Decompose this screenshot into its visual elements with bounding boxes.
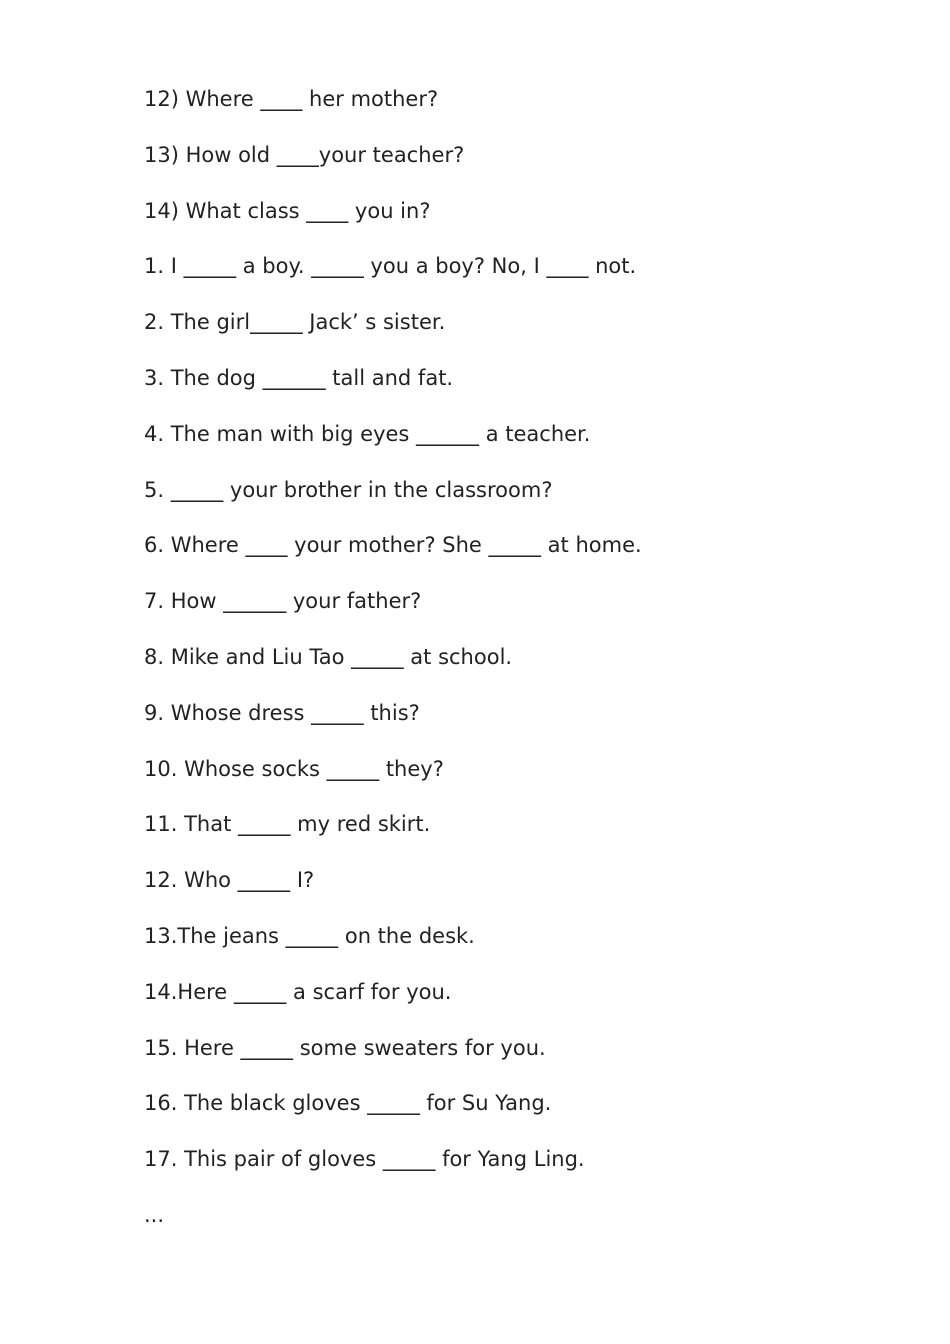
exercise-list [144,82,642,1254]
exercise-line: 1. I _____ a boy. _____ you a boy? No, I ____ not. [144,254,637,279]
exercise-line: 8. Mike and Liu Tao _____ at school. [144,644,513,669]
exercise-line: 7. How ______ your father? [144,589,422,614]
exercise-line: 6. Where ____ your mother? She _____ at home. [144,533,642,558]
exercise-line: 14.Here _____ a scarf for you. [144,979,452,1004]
exercise-line: 14) What class ____ you in? [144,198,431,223]
exercise-line: 5. _____ your brother in the classroom? [144,477,553,502]
exercise-line: 13) How old ____your teacher? [144,142,465,167]
exercise-line: 4. The man with big eyes ______ a teacher. [144,421,591,446]
exercise-line: 12) Where ____ her mother? [144,87,439,111]
exercise-line: 12. Who _____ I? [144,868,315,893]
exercise-line: 15. Here _____ some sweaters for you. [144,1035,546,1060]
exercise-line: 10. Whose socks _____ they? [144,756,444,781]
exercise-line: 9. Whose dress _____ this? [144,700,420,725]
exercise-line: 11. That _____ my red skirt. [144,812,431,837]
exercise-line: 17. This pair of gloves _____ for Yang Ling. [144,1147,585,1172]
exercise-line: 2. The girl_____ Jack’ s sister. [144,310,446,335]
exercise-line: 13.The jeans _____ on the desk. [144,923,475,948]
exercise-line: 3. The dog ______ tall and fat. [144,365,454,390]
exercise-line: 16. The black gloves _____ for Su Yang. [144,1091,552,1116]
ellipsis-line: ... [144,1202,165,1227]
